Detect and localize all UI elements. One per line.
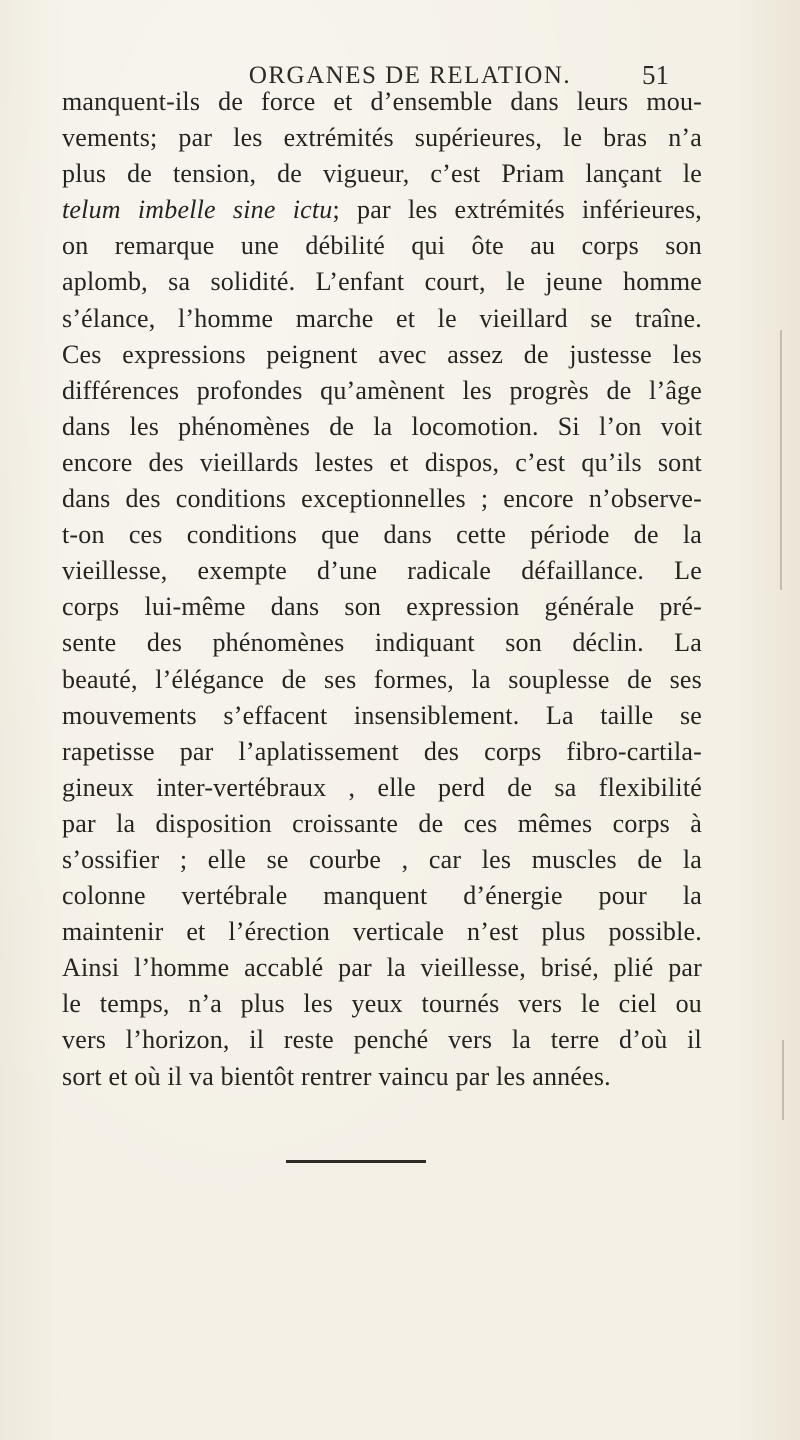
- page-edge-mark: [782, 1040, 784, 1120]
- text-line: colonne vertébrale manquent d’énergie pour la: [62, 881, 702, 911]
- text-line: Ainsi l’homme accablé par la vieillesse, brisé, plié par: [62, 953, 702, 983]
- text-line: gineux inter-vertébraux , elle perd de sa flexibilité: [62, 772, 702, 802]
- text-line: par la disposition croissante de ces mêmes corps à: [62, 808, 702, 838]
- body-text: [62, 84, 702, 1095]
- text-line-last: sort et où il va bientôt rentrer vaincu par les années.: [62, 1061, 611, 1091]
- text-line-with-quote: [62, 192, 702, 228]
- running-head: ORGANES DE RELATION.: [248, 62, 572, 89]
- text-line-rest: ; par les extrémités inférieures,: [332, 195, 702, 225]
- latin-quote: telum imbelle sine ictu: [62, 195, 333, 225]
- text-line: t-on ces conditions que dans cette période de la: [62, 520, 702, 550]
- text-line: vers l’horizon, il reste penché vers la terre d’où il: [62, 1025, 702, 1055]
- page-number: 51: [642, 60, 669, 90]
- text-line: plus de tension, de vigueur, c’est Priam lançant le: [62, 159, 702, 189]
- text-line: dans des conditions exceptionnelles ; encore n’observe-: [62, 484, 702, 514]
- text-line: s’ossifier ; elle se courbe , car les muscles de la: [62, 844, 702, 874]
- text-line: beauté, l’élégance de ses formes, la souplesse de ses: [62, 664, 702, 694]
- text-line: différences profondes qu’amènent les progrès de l’âge: [62, 375, 702, 405]
- page-edge-mark: [780, 330, 782, 590]
- text-line: Ces expressions peignent avec assez de justesse les: [62, 339, 702, 369]
- text-line: vements; par les extrémités supérieures, le bras n’a: [62, 123, 702, 153]
- text-line: rapetisse par l’aplatissement des corps fibro-cartila-: [62, 736, 702, 766]
- text-line: dans les phénomènes de la locomotion. Si l’on voit: [62, 411, 702, 441]
- text-line: maintenir et l’érection verticale n’est plus possible.: [62, 917, 702, 947]
- text-line: s’élance, l’homme marche et le vieillard se traîne.: [62, 303, 702, 333]
- section-rule: [286, 1160, 426, 1163]
- text-line: encore des vieillards lestes et dispos, c’est qu’ils sont: [62, 447, 702, 477]
- text-line: on remarque une débilité qui ôte au corps son: [62, 231, 702, 261]
- text-line: corps lui-même dans son expression générale pré-: [62, 592, 702, 622]
- text-line: vieillesse, exempte d’une radicale défaillance. Le: [62, 556, 702, 586]
- text-line: manquent-ils de force et d’ensemble dans leurs mou-: [62, 87, 702, 116]
- text-line: sente des phénomènes indiquant son déclin. La: [62, 628, 702, 658]
- text-line: mouvements s’effacent insensiblement. La taille se: [62, 700, 702, 730]
- text-line: le temps, n’a plus les yeux tournés vers le ciel ou: [62, 989, 702, 1019]
- text-line: aplomb, sa solidité. L’enfant court, le jeune homme: [62, 267, 702, 297]
